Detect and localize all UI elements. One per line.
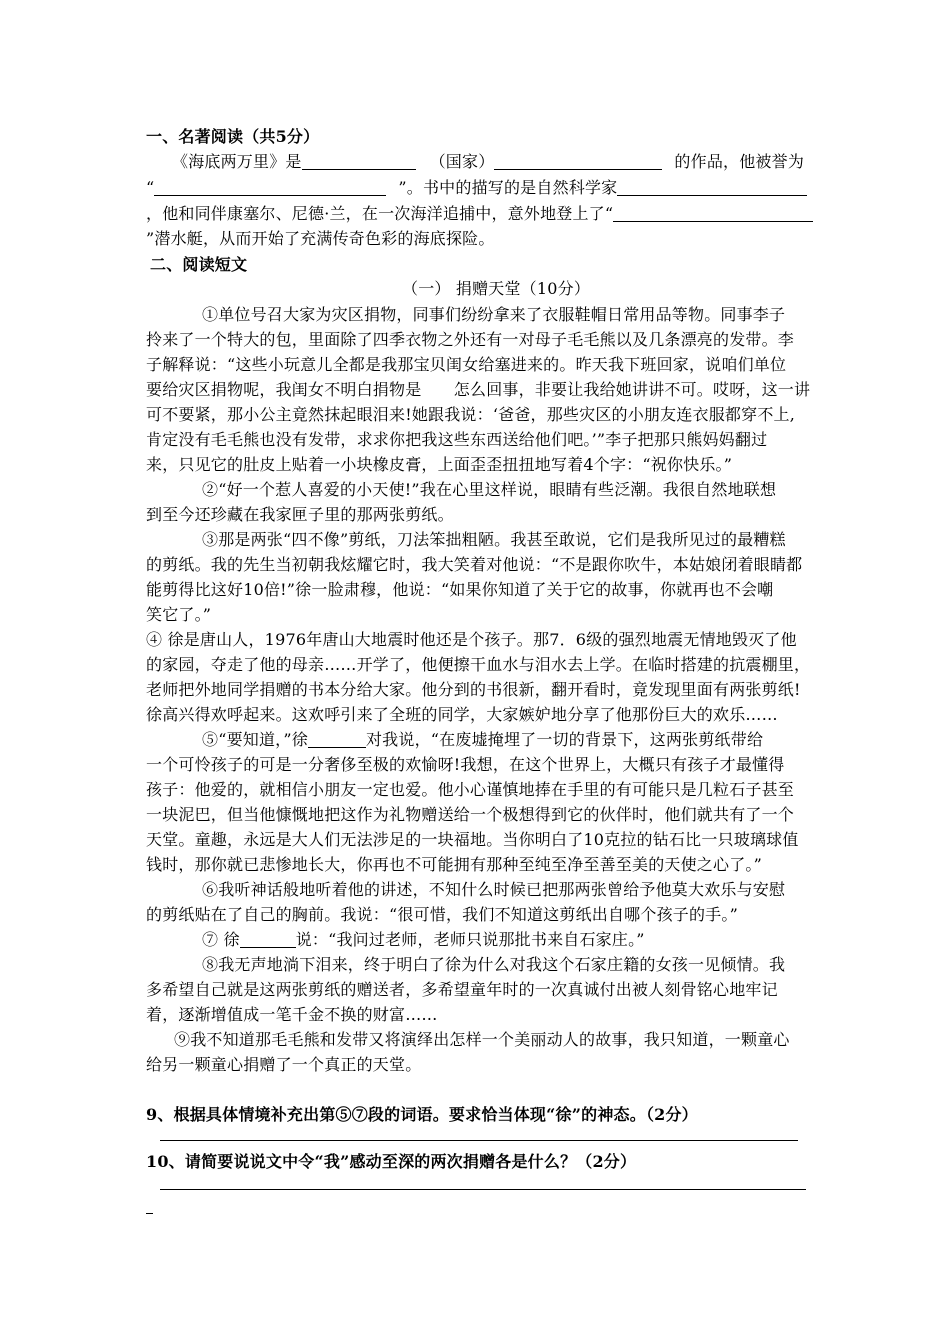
p4-line1: ④ 徐是唐山人，1976年唐山大地震时他还是个孩子。那7．6级的强烈地震无情地毁灭了他 (146, 630, 797, 649)
p1-line2: 拎来了一个特大的包，里面除了四季衣物之外还有一对母子毛毛熊以及几条漂亮的发带。李 (146, 330, 795, 349)
p2-line1: ②“好一个惹人喜爱的小天使!”我在心里这样说，眼睛有些泛潮。我很自然地联想 (202, 480, 777, 499)
p3-line2: 的剪纸。我的先生当初朝我炫耀它时，我大笑着对他说：“不是跟你吹牛，本姑娘闭着眼睛都 (146, 555, 803, 574)
p5-line2: 一个可怜孩子的可是一分奢侈至极的欢愉呀!我想，在这个世界上，大概只有孩子才最懂得 (146, 755, 785, 774)
p1-line7: 来，只见它的肚皮上贴着一小块橡皮膏，上面歪歪扭扭地写着4个字：“祝你快乐。” (146, 455, 733, 474)
p1-line3: 子解释说：“这些小玩意儿全都是我那宝贝闺女给塞进来的。昨天我下班回家，说咱们单位 (146, 355, 787, 374)
p4-line4: 徐高兴得欢呼起来。这欢呼引来了全班的同学，大家嫉妒地分享了他那份巨大的欢乐…… (146, 705, 778, 724)
p3-line4: 笑它了。” (146, 605, 212, 624)
section2-title: 二、阅读短文 (150, 255, 248, 274)
p6-line2: 的剪纸贴在了自己的胸前。我说：“很可惜，我们不知道这剪纸出自哪个孩子的手。” (146, 905, 738, 924)
section1-line2: “ ”。书中的描写的是自然科学家 (146, 177, 807, 199)
p8-line2: 多希望自己就是这两张剪纸的赠送者，多希望童年时的一次真诚付出被人刻骨铭心地牢记 (146, 980, 778, 999)
answer-line-q10[interactable] (160, 1189, 806, 1190)
question-9: 9、根据具体情境补充出第⑤⑦段的词语。要求恰当体现“徐”的神态。（2分） (146, 1105, 698, 1124)
p5-line5: 天堂。童趣，永远是大人们无法涉足的一块福地。当你明白了10克拉的钻石比一只玻璃球值 (146, 830, 799, 849)
p5-line3: 孩子：他爱的，就相信小朋友一定也爱。他小心谨慎地捧在手里的有可能只是几粒石子甚至 (146, 780, 795, 799)
p4-line2: 的家园，夺走了他的母亲……开学了，他便擦干血水与泪水去上学。在临时搭建的抗震棚里， (146, 655, 811, 674)
blank-submarine[interactable] (613, 205, 813, 222)
p5-line4: 一块泥巴，但当他慷慨地把这作为礼物赠送给一个极想得到它的伙伴时，他们就共有了一个 (146, 805, 795, 824)
blank-author[interactable] (302, 153, 416, 170)
p1-line6: 肯定没有毛毛熊也没有发带，求求你把我这些东西送给他们吧。’”李子把那只熊妈妈翻过 (146, 430, 768, 449)
p9-line2: 给另一颗童心捐赠了一个真正的天堂。 (146, 1055, 422, 1074)
p8-line3: 着，逐渐增值成一笔千金不换的财富…… (146, 1005, 438, 1024)
p9-line1: ⑨我不知道那毛毛熊和发带又将演绎出怎样一个美丽动人的故事，我只知道，一颗童心 (174, 1030, 790, 1049)
p3-line3: 能剪得比这好10倍!”徐一脸肃穆，他说：“如果你知道了关于它的故事，你就再也不会嘲 (146, 580, 774, 599)
blank-p5-expression[interactable] (308, 731, 366, 748)
p1-line1: ①单位号召大家为灾区捐物，同事们纷纷拿来了衣服鞋帽日常用品等物。同事李子 (202, 305, 786, 324)
p7-line1: ⑦ 徐 说：“我问过老师，老师只说那批书来自石家庄。” (202, 930, 645, 949)
p6-line1: ⑥我听神话般地听着他的讲述，不知什么时候已把那两张曾给予他莫大欢乐与安慰 (202, 880, 786, 899)
section1-line3: ，他和同伴康塞尔、尼德·兰，在一次海洋追捕中，意外地登上了“ (146, 203, 813, 225)
section1-line1: 《海底两万里》是 （国家） 的作品，他被誉为 (172, 152, 805, 171)
p1-line5: 可不要紧，那小公主竟然抹起眼泪来!她跟我说：‘爸爸，那些灾区的小朋友连衣服都穿不上, (146, 405, 796, 424)
p2-line2: 到至今还珍藏在我家匣子里的那两张剪纸。 (146, 505, 454, 524)
p8-line1: ⑧我无声地淌下泪来，终于明白了徐为什么对我这个石家庄籍的女孩一见倾情。我 (202, 955, 786, 974)
answer-line-q9[interactable] (160, 1140, 798, 1141)
blank-scientist[interactable] (617, 179, 807, 196)
question-10: 10、请简要说说文中令“我”感动至深的两次捐赠各是什么？（2分） (146, 1152, 637, 1171)
blank-p7-expression[interactable] (240, 931, 296, 948)
blank-country[interactable] (494, 153, 662, 170)
p5-line6: 钱时，那你就已悲惨地长大，你再也不可能拥有那种至纯至净至善至美的天使之心了。” (146, 855, 762, 874)
section1-title: 一、名著阅读（共5分） (146, 127, 320, 146)
article-title: （一） 捐赠天堂（10分） (402, 279, 591, 298)
blank-title[interactable] (154, 179, 386, 196)
p5-line1: ⑤“要知道，”徐 对我说，“在废墟掩埋了一切的背景下，这两张剪纸带给 (202, 730, 764, 749)
p3-line1: ③那是两张“四不像”剪纸，刀法笨拙粗陋。我甚至敢说，它们是我所见过的最糟糕 (202, 530, 786, 549)
section1-line4: ”潜水艇，从而开始了充满传奇色彩的海底探险。 (146, 229, 495, 248)
p1-line4: 要给灾区捐物呢，我闺女不明白捐物是 怎么回事，非要让我给她讲讲不可。哎呀，这一讲 (146, 380, 811, 399)
p4-line3: 老师把外地同学捐赠的书本分给大家。他分到的书很新，翻开看时，竟发现里面有两张剪纸! (146, 680, 801, 699)
page-dash-mark (146, 1213, 153, 1214)
